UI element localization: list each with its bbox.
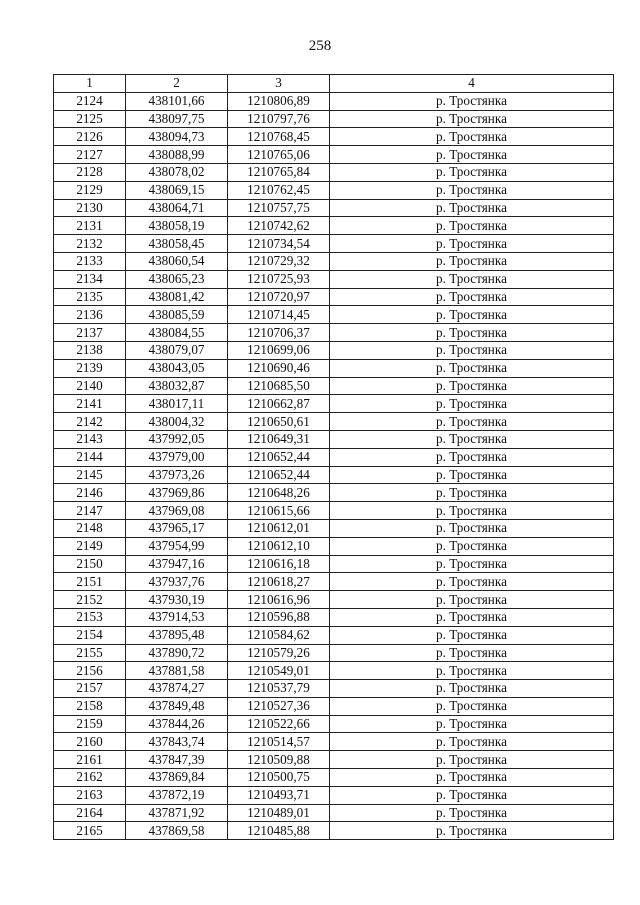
table-row bbox=[54, 430, 614, 448]
x-coordinate-cell: 437874,27 bbox=[126, 680, 228, 698]
table-row bbox=[54, 680, 614, 698]
y-coordinate-cell: 1210762,45 bbox=[228, 181, 330, 199]
y-coordinate-cell: 1210662,87 bbox=[228, 395, 330, 413]
x-coordinate-cell: 437969,08 bbox=[126, 502, 228, 520]
table-row bbox=[54, 573, 614, 591]
table-row bbox=[54, 519, 614, 537]
x-coordinate-cell: 438094,73 bbox=[126, 128, 228, 146]
x-coordinate-cell: 438078,02 bbox=[126, 163, 228, 181]
table-row bbox=[54, 235, 614, 253]
table-row bbox=[54, 217, 614, 235]
description-cell: р. Тростянка bbox=[330, 786, 614, 804]
description-cell: р. Тростянка bbox=[330, 519, 614, 537]
x-coordinate-cell: 437872,19 bbox=[126, 786, 228, 804]
y-coordinate-cell: 1210765,06 bbox=[228, 146, 330, 164]
column-header-1: 1 bbox=[54, 75, 126, 93]
y-coordinate-cell: 1210699,06 bbox=[228, 341, 330, 359]
x-coordinate-cell: 438079,07 bbox=[126, 341, 228, 359]
y-coordinate-cell: 1210616,18 bbox=[228, 555, 330, 573]
point-number-cell: 2146 bbox=[54, 484, 126, 502]
description-cell: р. Тростянка bbox=[330, 163, 614, 181]
y-coordinate-cell: 1210742,62 bbox=[228, 217, 330, 235]
description-cell: р. Тростянка bbox=[330, 484, 614, 502]
x-coordinate-cell: 437890,72 bbox=[126, 644, 228, 662]
x-coordinate-cell: 438058,19 bbox=[126, 217, 228, 235]
x-coordinate-cell: 437843,74 bbox=[126, 733, 228, 751]
point-number-cell: 2164 bbox=[54, 804, 126, 822]
table-row bbox=[54, 822, 614, 840]
point-number-cell: 2156 bbox=[54, 662, 126, 680]
description-cell: р. Тростянка bbox=[330, 413, 614, 431]
description-cell: р. Тростянка bbox=[330, 751, 614, 769]
x-coordinate-cell: 437947,16 bbox=[126, 555, 228, 573]
point-number-cell: 2145 bbox=[54, 466, 126, 484]
table-row bbox=[54, 502, 614, 520]
x-coordinate-cell: 437847,39 bbox=[126, 751, 228, 769]
description-cell: р. Тростянка bbox=[330, 591, 614, 609]
point-number-cell: 2126 bbox=[54, 128, 126, 146]
point-number-cell: 2159 bbox=[54, 715, 126, 733]
description-cell: р. Тростянка bbox=[330, 608, 614, 626]
y-coordinate-cell: 1210615,66 bbox=[228, 502, 330, 520]
x-coordinate-cell: 438017,11 bbox=[126, 395, 228, 413]
point-number-cell: 2132 bbox=[54, 235, 126, 253]
table-row bbox=[54, 341, 614, 359]
y-coordinate-cell: 1210714,45 bbox=[228, 306, 330, 324]
description-cell: р. Тростянка bbox=[330, 537, 614, 555]
point-number-cell: 2163 bbox=[54, 786, 126, 804]
x-coordinate-cell: 437844,26 bbox=[126, 715, 228, 733]
description-cell: р. Тростянка bbox=[330, 235, 614, 253]
point-number-cell: 2149 bbox=[54, 537, 126, 555]
y-coordinate-cell: 1210579,26 bbox=[228, 644, 330, 662]
point-number-cell: 2152 bbox=[54, 591, 126, 609]
table-row bbox=[54, 697, 614, 715]
table-row bbox=[54, 644, 614, 662]
description-cell: р. Тростянка bbox=[330, 822, 614, 840]
table-row bbox=[54, 377, 614, 395]
description-cell: р. Тростянка bbox=[330, 733, 614, 751]
description-cell: р. Тростянка bbox=[330, 110, 614, 128]
x-coordinate-cell: 438085,59 bbox=[126, 306, 228, 324]
x-coordinate-cell: 437979,00 bbox=[126, 448, 228, 466]
x-coordinate-cell: 438004,32 bbox=[126, 413, 228, 431]
point-number-cell: 2139 bbox=[54, 359, 126, 377]
x-coordinate-cell: 437930,19 bbox=[126, 591, 228, 609]
table-row bbox=[54, 128, 614, 146]
y-coordinate-cell: 1210650,61 bbox=[228, 413, 330, 431]
coordinates-table bbox=[53, 74, 614, 840]
description-cell: р. Тростянка bbox=[330, 573, 614, 591]
description-cell: р. Тростянка bbox=[330, 199, 614, 217]
description-cell: р. Тростянка bbox=[330, 217, 614, 235]
y-coordinate-cell: 1210618,27 bbox=[228, 573, 330, 591]
point-number-cell: 2150 bbox=[54, 555, 126, 573]
y-coordinate-cell: 1210757,75 bbox=[228, 199, 330, 217]
x-coordinate-cell: 437973,26 bbox=[126, 466, 228, 484]
y-coordinate-cell: 1210797,76 bbox=[228, 110, 330, 128]
y-coordinate-cell: 1210734,54 bbox=[228, 235, 330, 253]
table-row bbox=[54, 163, 614, 181]
table-row bbox=[54, 804, 614, 822]
point-number-cell: 2124 bbox=[54, 92, 126, 110]
point-number-cell: 2162 bbox=[54, 769, 126, 787]
x-coordinate-cell: 437871,92 bbox=[126, 804, 228, 822]
table-body bbox=[54, 92, 614, 839]
y-coordinate-cell: 1210612,01 bbox=[228, 519, 330, 537]
description-cell: р. Тростянка bbox=[330, 448, 614, 466]
table-row bbox=[54, 288, 614, 306]
y-coordinate-cell: 1210806,89 bbox=[228, 92, 330, 110]
page-number: 258 bbox=[308, 38, 332, 54]
description-cell: р. Тростянка bbox=[330, 306, 614, 324]
y-coordinate-cell: 1210509,88 bbox=[228, 751, 330, 769]
table-header bbox=[54, 75, 614, 93]
y-coordinate-cell: 1210706,37 bbox=[228, 324, 330, 342]
table-row bbox=[54, 769, 614, 787]
table-row bbox=[54, 715, 614, 733]
column-header-2: 2 bbox=[126, 75, 228, 93]
y-coordinate-cell: 1210648,26 bbox=[228, 484, 330, 502]
y-coordinate-cell: 1210725,93 bbox=[228, 270, 330, 288]
y-coordinate-cell: 1210493,71 bbox=[228, 786, 330, 804]
y-coordinate-cell: 1210537,79 bbox=[228, 680, 330, 698]
description-cell: р. Тростянка bbox=[330, 680, 614, 698]
description-cell: р. Тростянка bbox=[330, 430, 614, 448]
x-coordinate-cell: 438058,45 bbox=[126, 235, 228, 253]
description-cell: р. Тростянка bbox=[330, 697, 614, 715]
point-number-cell: 2147 bbox=[54, 502, 126, 520]
table-row bbox=[54, 591, 614, 609]
point-number-cell: 2158 bbox=[54, 697, 126, 715]
y-coordinate-cell: 1210720,97 bbox=[228, 288, 330, 306]
description-cell: р. Тростянка bbox=[330, 555, 614, 573]
table-row bbox=[54, 92, 614, 110]
point-number-cell: 2140 bbox=[54, 377, 126, 395]
x-coordinate-cell: 437954,99 bbox=[126, 537, 228, 555]
x-coordinate-cell: 437895,48 bbox=[126, 626, 228, 644]
point-number-cell: 2137 bbox=[54, 324, 126, 342]
point-number-cell: 2129 bbox=[54, 181, 126, 199]
y-coordinate-cell: 1210685,50 bbox=[228, 377, 330, 395]
x-coordinate-cell: 438060,54 bbox=[126, 252, 228, 270]
x-coordinate-cell: 437937,76 bbox=[126, 573, 228, 591]
y-coordinate-cell: 1210729,32 bbox=[228, 252, 330, 270]
y-coordinate-cell: 1210616,96 bbox=[228, 591, 330, 609]
x-coordinate-cell: 438084,55 bbox=[126, 324, 228, 342]
y-coordinate-cell: 1210584,62 bbox=[228, 626, 330, 644]
table-row bbox=[54, 537, 614, 555]
y-coordinate-cell: 1210768,45 bbox=[228, 128, 330, 146]
table-row bbox=[54, 662, 614, 680]
description-cell: р. Тростянка bbox=[330, 715, 614, 733]
point-number-cell: 2148 bbox=[54, 519, 126, 537]
table-row bbox=[54, 413, 614, 431]
description-cell: р. Тростянка bbox=[330, 466, 614, 484]
table-row bbox=[54, 466, 614, 484]
y-coordinate-cell: 1210489,01 bbox=[228, 804, 330, 822]
point-number-cell: 2141 bbox=[54, 395, 126, 413]
table-row bbox=[54, 359, 614, 377]
x-coordinate-cell: 438064,71 bbox=[126, 199, 228, 217]
description-cell: р. Тростянка bbox=[330, 395, 614, 413]
point-number-cell: 2154 bbox=[54, 626, 126, 644]
x-coordinate-cell: 437869,84 bbox=[126, 769, 228, 787]
y-coordinate-cell: 1210500,75 bbox=[228, 769, 330, 787]
point-number-cell: 2142 bbox=[54, 413, 126, 431]
point-number-cell: 2130 bbox=[54, 199, 126, 217]
point-number-cell: 2131 bbox=[54, 217, 126, 235]
table-row bbox=[54, 448, 614, 466]
y-coordinate-cell: 1210612,10 bbox=[228, 537, 330, 555]
table-row bbox=[54, 733, 614, 751]
description-cell: р. Тростянка bbox=[330, 288, 614, 306]
table-row bbox=[54, 626, 614, 644]
x-coordinate-cell: 438065,23 bbox=[126, 270, 228, 288]
description-cell: р. Тростянка bbox=[330, 359, 614, 377]
table-row bbox=[54, 199, 614, 217]
description-cell: р. Тростянка bbox=[330, 502, 614, 520]
point-number-cell: 2155 bbox=[54, 644, 126, 662]
description-cell: р. Тростянка bbox=[330, 644, 614, 662]
description-cell: р. Тростянка bbox=[330, 626, 614, 644]
point-number-cell: 2153 bbox=[54, 608, 126, 626]
point-number-cell: 2134 bbox=[54, 270, 126, 288]
y-coordinate-cell: 1210596,88 bbox=[228, 608, 330, 626]
description-cell: р. Тростянка bbox=[330, 252, 614, 270]
description-cell: р. Тростянка bbox=[330, 341, 614, 359]
x-coordinate-cell: 437969,86 bbox=[126, 484, 228, 502]
header-row bbox=[54, 75, 614, 93]
point-number-cell: 2128 bbox=[54, 163, 126, 181]
table-row bbox=[54, 306, 614, 324]
y-coordinate-cell: 1210485,88 bbox=[228, 822, 330, 840]
x-coordinate-cell: 438043,05 bbox=[126, 359, 228, 377]
table-row bbox=[54, 110, 614, 128]
description-cell: р. Тростянка bbox=[330, 377, 614, 395]
point-number-cell: 2161 bbox=[54, 751, 126, 769]
x-coordinate-cell: 438081,42 bbox=[126, 288, 228, 306]
point-number-cell: 2160 bbox=[54, 733, 126, 751]
table-row bbox=[54, 324, 614, 342]
point-number-cell: 2151 bbox=[54, 573, 126, 591]
description-cell: р. Тростянка bbox=[330, 146, 614, 164]
table-row bbox=[54, 270, 614, 288]
table-row bbox=[54, 786, 614, 804]
point-number-cell: 2136 bbox=[54, 306, 126, 324]
table-row bbox=[54, 252, 614, 270]
x-coordinate-cell: 438032,87 bbox=[126, 377, 228, 395]
column-header-4: 4 bbox=[330, 75, 614, 93]
table-row bbox=[54, 181, 614, 199]
y-coordinate-cell: 1210649,31 bbox=[228, 430, 330, 448]
description-cell: р. Тростянка bbox=[330, 324, 614, 342]
description-cell: р. Тростянка bbox=[330, 769, 614, 787]
table-row bbox=[54, 555, 614, 573]
x-coordinate-cell: 437914,53 bbox=[126, 608, 228, 626]
description-cell: р. Тростянка bbox=[330, 270, 614, 288]
point-number-cell: 2133 bbox=[54, 252, 126, 270]
table-row bbox=[54, 608, 614, 626]
y-coordinate-cell: 1210527,36 bbox=[228, 697, 330, 715]
point-number-cell: 2138 bbox=[54, 341, 126, 359]
point-number-cell: 2135 bbox=[54, 288, 126, 306]
x-coordinate-cell: 437992,05 bbox=[126, 430, 228, 448]
description-cell: р. Тростянка bbox=[330, 92, 614, 110]
point-number-cell: 2157 bbox=[54, 680, 126, 698]
x-coordinate-cell: 437881,58 bbox=[126, 662, 228, 680]
description-cell: р. Тростянка bbox=[330, 128, 614, 146]
point-number-cell: 2165 bbox=[54, 822, 126, 840]
x-coordinate-cell: 438069,15 bbox=[126, 181, 228, 199]
y-coordinate-cell: 1210652,44 bbox=[228, 466, 330, 484]
y-coordinate-cell: 1210765,84 bbox=[228, 163, 330, 181]
point-number-cell: 2144 bbox=[54, 448, 126, 466]
point-number-cell: 2143 bbox=[54, 430, 126, 448]
table-row bbox=[54, 146, 614, 164]
point-number-cell: 2127 bbox=[54, 146, 126, 164]
x-coordinate-cell: 437965,17 bbox=[126, 519, 228, 537]
x-coordinate-cell: 437849,48 bbox=[126, 697, 228, 715]
y-coordinate-cell: 1210522,66 bbox=[228, 715, 330, 733]
description-cell: р. Тростянка bbox=[330, 181, 614, 199]
description-cell: р. Тростянка bbox=[330, 804, 614, 822]
y-coordinate-cell: 1210652,44 bbox=[228, 448, 330, 466]
y-coordinate-cell: 1210549,01 bbox=[228, 662, 330, 680]
description-cell: р. Тростянка bbox=[330, 662, 614, 680]
x-coordinate-cell: 438097,75 bbox=[126, 110, 228, 128]
x-coordinate-cell: 438088,99 bbox=[126, 146, 228, 164]
table-row bbox=[54, 395, 614, 413]
y-coordinate-cell: 1210514,57 bbox=[228, 733, 330, 751]
table-row bbox=[54, 751, 614, 769]
y-coordinate-cell: 1210690,46 bbox=[228, 359, 330, 377]
table-row bbox=[54, 484, 614, 502]
x-coordinate-cell: 438101,66 bbox=[126, 92, 228, 110]
column-header-3: 3 bbox=[228, 75, 330, 93]
point-number-cell: 2125 bbox=[54, 110, 126, 128]
x-coordinate-cell: 437869,58 bbox=[126, 822, 228, 840]
